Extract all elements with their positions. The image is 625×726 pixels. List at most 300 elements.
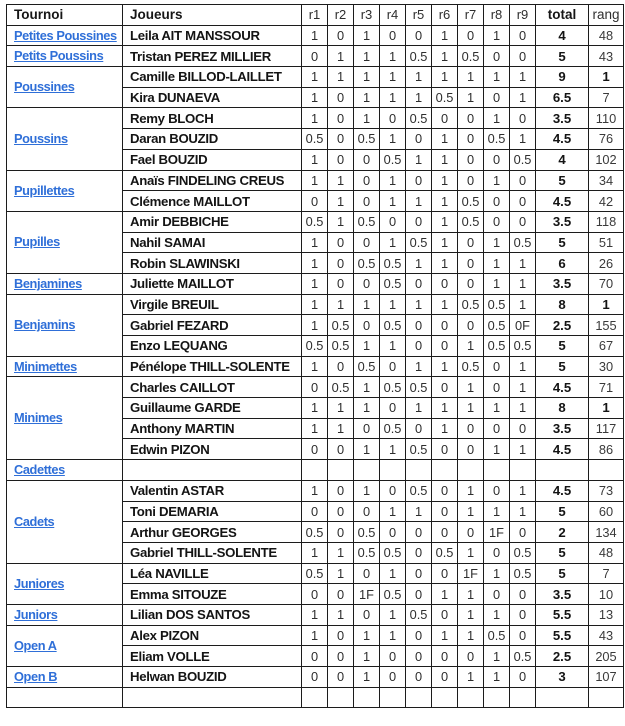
- round-score-r8: 0: [484, 584, 510, 605]
- round-score-r4: 0: [380, 667, 406, 688]
- round-score-r1: 1: [302, 625, 328, 646]
- round-score-r1: 1: [302, 604, 328, 625]
- rank-value: 76: [589, 129, 624, 150]
- tournament-link-petits-poussins[interactable]: Petits Poussins: [14, 48, 104, 64]
- round-score-r8: 1: [484, 604, 510, 625]
- round-score-r8: 1: [484, 439, 510, 460]
- tournament-cell-benjamines: [7, 273, 123, 294]
- player-name: Eliam VOLLE: [123, 646, 302, 667]
- round-score-r9: 0.5: [510, 336, 536, 357]
- round-score-r4: 0: [380, 398, 406, 419]
- round-score-r9: 1: [510, 67, 536, 88]
- player-row: [7, 211, 624, 232]
- round-score-r6: 0: [432, 522, 458, 543]
- round-score-r3: 0: [354, 191, 380, 212]
- round-score-r8: 0: [484, 149, 510, 170]
- round-score-r3: 0: [354, 315, 380, 336]
- round-score-r9: 0.5: [510, 563, 536, 584]
- round-score-r4: 1: [380, 170, 406, 191]
- round-score-r3: 0.5: [354, 356, 380, 377]
- tournament-link-minimes[interactable]: Minimes: [14, 410, 63, 426]
- total-score: 5.5: [536, 604, 589, 625]
- round-score-r7: 1: [458, 542, 484, 563]
- round-score-r3: 0: [354, 232, 380, 253]
- round-score-r5: 0: [406, 418, 432, 439]
- round-score-r9: 0: [510, 46, 536, 67]
- round-score-r4: 1: [380, 67, 406, 88]
- rank-value: 60: [589, 501, 624, 522]
- total-score: 3.5: [536, 108, 589, 129]
- total-score: 3.5: [536, 211, 589, 232]
- rank-value: 134: [589, 522, 624, 543]
- col-header-rang: rang: [589, 5, 624, 26]
- round-score-r1: 1: [302, 25, 328, 46]
- round-score-r4: 1: [380, 87, 406, 108]
- rank-value: 117: [589, 418, 624, 439]
- round-score-r4: 0: [380, 646, 406, 667]
- tournament-cell-poussins: [7, 108, 123, 170]
- round-score-r9: 0: [510, 191, 536, 212]
- round-score-r8: 1: [484, 170, 510, 191]
- round-score-r6: 1: [432, 356, 458, 377]
- round-score-r1: 0.5: [302, 522, 328, 543]
- round-score-r6: 0: [432, 563, 458, 584]
- tournament-link-juniors[interactable]: Juniors: [14, 606, 58, 622]
- round-score-r7: 1: [458, 667, 484, 688]
- round-score-r5: 1: [406, 149, 432, 170]
- total-score: 4: [536, 149, 589, 170]
- round-score-r7: 1: [458, 336, 484, 357]
- round-score-r1: 1: [302, 542, 328, 563]
- round-score-r6: 1: [432, 191, 458, 212]
- empty-cell: [484, 687, 510, 708]
- round-score-r4: 0.5: [380, 253, 406, 274]
- round-score-r3: 1: [354, 480, 380, 501]
- round-score-r7: 0.5: [458, 191, 484, 212]
- round-score-r6: 1: [432, 25, 458, 46]
- total-score: 5: [536, 563, 589, 584]
- round-score-r7: 1F: [458, 563, 484, 584]
- total-score: 4.5: [536, 377, 589, 398]
- round-score-r6: 0: [432, 315, 458, 336]
- round-score-r2: 0: [328, 480, 354, 501]
- round-score-r2: 0: [328, 129, 354, 150]
- tournament-link-pupillettes[interactable]: Pupillettes: [14, 182, 75, 198]
- round-score-r9: 1: [510, 273, 536, 294]
- round-score-r8: 0: [484, 480, 510, 501]
- round-score-r5: 1: [406, 87, 432, 108]
- round-score-r4: 1: [380, 501, 406, 522]
- col-header-r2: r2: [328, 5, 354, 26]
- total-score: 3: [536, 667, 589, 688]
- round-score-r2: 1: [328, 46, 354, 67]
- player-name: Tristan PEREZ MILLIER: [123, 46, 302, 67]
- rank-value: 107: [589, 667, 624, 688]
- player-row: [7, 170, 624, 191]
- player-name: Léa NAVILLE: [123, 563, 302, 584]
- rank-value: 43: [589, 625, 624, 646]
- round-score-r3: 1: [354, 646, 380, 667]
- round-score-r5: [406, 460, 432, 481]
- round-score-r6: 1: [432, 625, 458, 646]
- round-score-r6: 1: [432, 149, 458, 170]
- round-score-r1: 0.5: [302, 336, 328, 357]
- round-score-r5: 0.5: [406, 439, 432, 460]
- round-score-r7: 1: [458, 377, 484, 398]
- round-score-r8: 0: [484, 87, 510, 108]
- rank-value: 7: [589, 563, 624, 584]
- col-header-r6: r6: [432, 5, 458, 26]
- round-score-r1: 0: [302, 191, 328, 212]
- tournament-link-open-a[interactable]: Open A: [14, 637, 57, 653]
- round-score-r6: 1: [432, 211, 458, 232]
- round-score-r3: 0: [354, 273, 380, 294]
- round-score-r2: 0.5: [328, 315, 354, 336]
- rank-value: 86: [589, 439, 624, 460]
- round-score-r8: 0.5: [484, 129, 510, 150]
- round-score-r1: 0: [302, 501, 328, 522]
- total-score: 4: [536, 25, 589, 46]
- tournament-link-pupilles[interactable]: Pupilles: [14, 234, 60, 250]
- round-score-r5: 0.5: [406, 480, 432, 501]
- round-score-r5: 0: [406, 646, 432, 667]
- round-score-r1: 1: [302, 315, 328, 336]
- col-header-r9: r9: [510, 5, 536, 26]
- round-score-r7: 0.5: [458, 46, 484, 67]
- round-score-r1: 1: [302, 67, 328, 88]
- player-name: Toni DEMARIA: [123, 501, 302, 522]
- round-score-r3: 1: [354, 46, 380, 67]
- round-score-r8: 1: [484, 501, 510, 522]
- round-score-r8: 1: [484, 232, 510, 253]
- player-name: Robin SLAWINSKI: [123, 253, 302, 274]
- round-score-r9: 0: [510, 108, 536, 129]
- empty-cell: [7, 687, 123, 708]
- round-score-r1: [302, 460, 328, 481]
- empty-cell: [432, 687, 458, 708]
- round-score-r5: 0: [406, 170, 432, 191]
- round-score-r4: 1: [380, 129, 406, 150]
- round-score-r2: 1: [328, 604, 354, 625]
- round-score-r2: 0: [328, 646, 354, 667]
- total-score: 5: [536, 46, 589, 67]
- tournament-link-minimettes[interactable]: Minimettes: [14, 358, 77, 374]
- round-score-r8: 1: [484, 667, 510, 688]
- total-score: 8: [536, 294, 589, 315]
- empty-cell: [510, 687, 536, 708]
- player-row: [7, 460, 624, 481]
- total-score: 2.5: [536, 315, 589, 336]
- total-score: 5: [536, 336, 589, 357]
- round-score-r4: 1: [380, 625, 406, 646]
- total-score: 2: [536, 522, 589, 543]
- empty-cell: [589, 687, 624, 708]
- round-score-r8: 1: [484, 646, 510, 667]
- round-score-r5: 0: [406, 129, 432, 150]
- round-score-r2: [328, 460, 354, 481]
- round-score-r4: 0: [380, 211, 406, 232]
- player-name: Lilian DOS SANTOS: [123, 604, 302, 625]
- rank-value: 42: [589, 191, 624, 212]
- round-score-r6: 1: [432, 232, 458, 253]
- tournament-link-poussins[interactable]: Poussins: [14, 130, 68, 146]
- player-name: Camille BILLOD-LAILLET: [123, 67, 302, 88]
- round-score-r6: 1: [432, 129, 458, 150]
- empty-cell: [123, 687, 302, 708]
- tournament-link-benjamines[interactable]: Benjamines: [14, 275, 82, 291]
- round-score-r6: 0: [432, 439, 458, 460]
- player-name: Enzo LEQUANG: [123, 336, 302, 357]
- rank-value: 43: [589, 46, 624, 67]
- round-score-r6: 0: [432, 667, 458, 688]
- round-score-r2: 0: [328, 356, 354, 377]
- round-score-r9: 0.5: [510, 149, 536, 170]
- round-score-r5: 1: [406, 398, 432, 419]
- empty-cell: [380, 687, 406, 708]
- player-name: Amir DEBBICHE: [123, 211, 302, 232]
- tournament-link-benjamins[interactable]: Benjamins: [14, 317, 76, 333]
- rank-value: 30: [589, 356, 624, 377]
- round-score-r1: 1: [302, 294, 328, 315]
- player-row: [7, 480, 624, 501]
- round-score-r5: 1: [406, 191, 432, 212]
- col-header-total: total: [536, 5, 589, 26]
- round-score-r3: 0: [354, 418, 380, 439]
- tournament-link-juniores[interactable]: Juniores: [14, 575, 65, 591]
- player-name: Clémence MAILLOT: [123, 191, 302, 212]
- rank-value: 48: [589, 542, 624, 563]
- round-score-r8: 1: [484, 563, 510, 584]
- player-name: Pénélope THILL-SOLENTE: [123, 356, 302, 377]
- round-score-r3: 1: [354, 625, 380, 646]
- empty-cell: [302, 687, 328, 708]
- round-score-r3: 0: [354, 563, 380, 584]
- player-name: Kira DUNAEVA: [123, 87, 302, 108]
- round-score-r2: 1: [328, 418, 354, 439]
- round-score-r8: 0: [484, 211, 510, 232]
- round-score-r2: 1: [328, 67, 354, 88]
- round-score-r2: 0: [328, 522, 354, 543]
- round-score-r2: 1: [328, 211, 354, 232]
- total-score: 4.5: [536, 439, 589, 460]
- round-score-r4: 0.5: [380, 542, 406, 563]
- round-score-r5: 0: [406, 273, 432, 294]
- round-score-r4: 1: [380, 439, 406, 460]
- col-header-joueurs: Joueurs: [123, 5, 302, 26]
- round-score-r8: 0: [484, 377, 510, 398]
- player-row: [7, 604, 624, 625]
- round-score-r7: 1: [458, 604, 484, 625]
- rank-value: 1: [589, 67, 624, 88]
- round-score-r9: 0: [510, 418, 536, 439]
- rank-value: 13: [589, 604, 624, 625]
- results-table: [6, 4, 624, 708]
- round-score-r1: 1: [302, 170, 328, 191]
- total-score: 8: [536, 398, 589, 419]
- round-score-r3: 0.5: [354, 211, 380, 232]
- total-score: 4.5: [536, 129, 589, 150]
- round-score-r9: 1: [510, 480, 536, 501]
- round-score-r6: 0.5: [432, 542, 458, 563]
- round-score-r8: 0.5: [484, 625, 510, 646]
- tournament-cell-minimes: [7, 377, 123, 460]
- round-score-r4: 0: [380, 480, 406, 501]
- tournament-cell-petits-poussins: [7, 46, 123, 67]
- round-score-r9: 1: [510, 253, 536, 274]
- tournament-link-petites-poussines[interactable]: Petites Poussines: [14, 27, 117, 43]
- round-score-r2: 0: [328, 625, 354, 646]
- col-header-r4: r4: [380, 5, 406, 26]
- player-row: [7, 563, 624, 584]
- rank-value: 205: [589, 646, 624, 667]
- round-score-r2: 0: [328, 667, 354, 688]
- tournament-link-poussines[interactable]: Poussines: [14, 79, 75, 95]
- tournament-link-cadettes[interactable]: Cadettes: [14, 461, 65, 477]
- round-score-r7: 0: [458, 25, 484, 46]
- round-score-r4: [380, 460, 406, 481]
- round-score-r4: 1: [380, 46, 406, 67]
- round-score-r1: 0.5: [302, 129, 328, 150]
- player-row: [7, 273, 624, 294]
- round-score-r5: 1: [406, 67, 432, 88]
- round-score-r7: 0: [458, 170, 484, 191]
- round-score-r7: 1: [458, 625, 484, 646]
- round-score-r4: 0.5: [380, 315, 406, 336]
- round-score-r3: 1: [354, 25, 380, 46]
- tournament-cell-pupillettes: [7, 170, 123, 211]
- round-score-r4: 1: [380, 336, 406, 357]
- player-name: Fael BOUZID: [123, 149, 302, 170]
- round-score-r6: 0: [432, 646, 458, 667]
- round-score-r2: 0: [328, 232, 354, 253]
- round-score-r8: 1: [484, 25, 510, 46]
- player-name: Valentin ASTAR: [123, 480, 302, 501]
- round-score-r8: 0: [484, 542, 510, 563]
- rank-value: 118: [589, 211, 624, 232]
- round-score-r6: 1: [432, 418, 458, 439]
- rank-value: 70: [589, 273, 624, 294]
- player-row: [7, 67, 624, 88]
- empty-cell: [328, 687, 354, 708]
- round-score-r9: 0: [510, 522, 536, 543]
- total-score: 5: [536, 542, 589, 563]
- round-score-r9: 0: [510, 584, 536, 605]
- player-row: [7, 667, 624, 688]
- tournament-cell-poussines: [7, 67, 123, 108]
- rank-value: 1: [589, 294, 624, 315]
- tournament-link-open-b[interactable]: Open B: [14, 668, 58, 684]
- round-score-r9: 1: [510, 398, 536, 419]
- round-score-r1: 1: [302, 253, 328, 274]
- round-score-r2: 0.5: [328, 336, 354, 357]
- rank-value: 7: [589, 87, 624, 108]
- round-score-r2: 0: [328, 273, 354, 294]
- round-score-r3: 1: [354, 439, 380, 460]
- round-score-r1: 0.5: [302, 563, 328, 584]
- round-score-r4: 0.5: [380, 418, 406, 439]
- round-score-r2: 0: [328, 149, 354, 170]
- rank-value: 67: [589, 336, 624, 357]
- round-score-r7: 1: [458, 584, 484, 605]
- tournament-cell-petites-poussines: [7, 25, 123, 46]
- rank-value: 73: [589, 480, 624, 501]
- round-score-r5: 0: [406, 25, 432, 46]
- round-score-r1: 1: [302, 87, 328, 108]
- tournament-link-cadets[interactable]: Cadets: [14, 513, 55, 529]
- total-score: 3.5: [536, 418, 589, 439]
- player-row: [7, 294, 624, 315]
- round-score-r5: 0: [406, 625, 432, 646]
- round-score-r5: 0: [406, 315, 432, 336]
- round-score-r8: 1: [484, 398, 510, 419]
- round-score-r4: 1: [380, 604, 406, 625]
- round-score-r5: 0: [406, 542, 432, 563]
- player-name: Guillaume GARDE: [123, 398, 302, 419]
- player-name: Daran BOUZID: [123, 129, 302, 150]
- round-score-r1: 0: [302, 46, 328, 67]
- rank-value: 110: [589, 108, 624, 129]
- round-score-r7: [458, 460, 484, 481]
- round-score-r2: 1: [328, 294, 354, 315]
- player-row: [7, 46, 624, 67]
- round-score-r6: 0: [432, 108, 458, 129]
- player-name: Virgile BREUIL: [123, 294, 302, 315]
- round-score-r3: 0.5: [354, 542, 380, 563]
- total-score: 6: [536, 253, 589, 274]
- round-score-r9: [510, 460, 536, 481]
- partial-row: [7, 687, 624, 708]
- round-score-r1: 0.5: [302, 211, 328, 232]
- round-score-r3: 1: [354, 108, 380, 129]
- total-score: 5: [536, 170, 589, 191]
- round-score-r3: 1: [354, 87, 380, 108]
- tournament-cell-cadettes: [7, 460, 123, 481]
- player-name: Helwan BOUZID: [123, 667, 302, 688]
- round-score-r6: 0: [432, 480, 458, 501]
- round-score-r5: 0.5: [406, 108, 432, 129]
- empty-cell: [458, 687, 484, 708]
- round-score-r9: 1: [510, 377, 536, 398]
- round-score-r1: 1: [302, 398, 328, 419]
- round-score-r8: 0: [484, 191, 510, 212]
- round-score-r2: 0: [328, 87, 354, 108]
- round-score-r3: 0.5: [354, 129, 380, 150]
- round-score-r5: 0: [406, 563, 432, 584]
- round-score-r3: 0: [354, 149, 380, 170]
- round-score-r6: 1: [432, 170, 458, 191]
- round-score-r9: 0: [510, 170, 536, 191]
- round-score-r7: 0: [458, 522, 484, 543]
- col-header-r7: r7: [458, 5, 484, 26]
- round-score-r2: 1: [328, 398, 354, 419]
- rank-value: 71: [589, 377, 624, 398]
- round-score-r7: 0: [458, 253, 484, 274]
- total-score: 3.5: [536, 584, 589, 605]
- rank-value: 102: [589, 149, 624, 170]
- round-score-r1: 0: [302, 377, 328, 398]
- round-score-r6: 1: [432, 67, 458, 88]
- round-score-r8: 1: [484, 108, 510, 129]
- round-score-r7: 0: [458, 129, 484, 150]
- round-score-r6: 0.5: [432, 87, 458, 108]
- round-score-r3: 0: [354, 604, 380, 625]
- player-name: Emma SITOUZE: [123, 584, 302, 605]
- round-score-r1: 1: [302, 149, 328, 170]
- round-score-r2: 1: [328, 563, 354, 584]
- player-name: Leila AIT MANSSOUR: [123, 25, 302, 46]
- rank-value: 48: [589, 25, 624, 46]
- round-score-r8: 0.5: [484, 294, 510, 315]
